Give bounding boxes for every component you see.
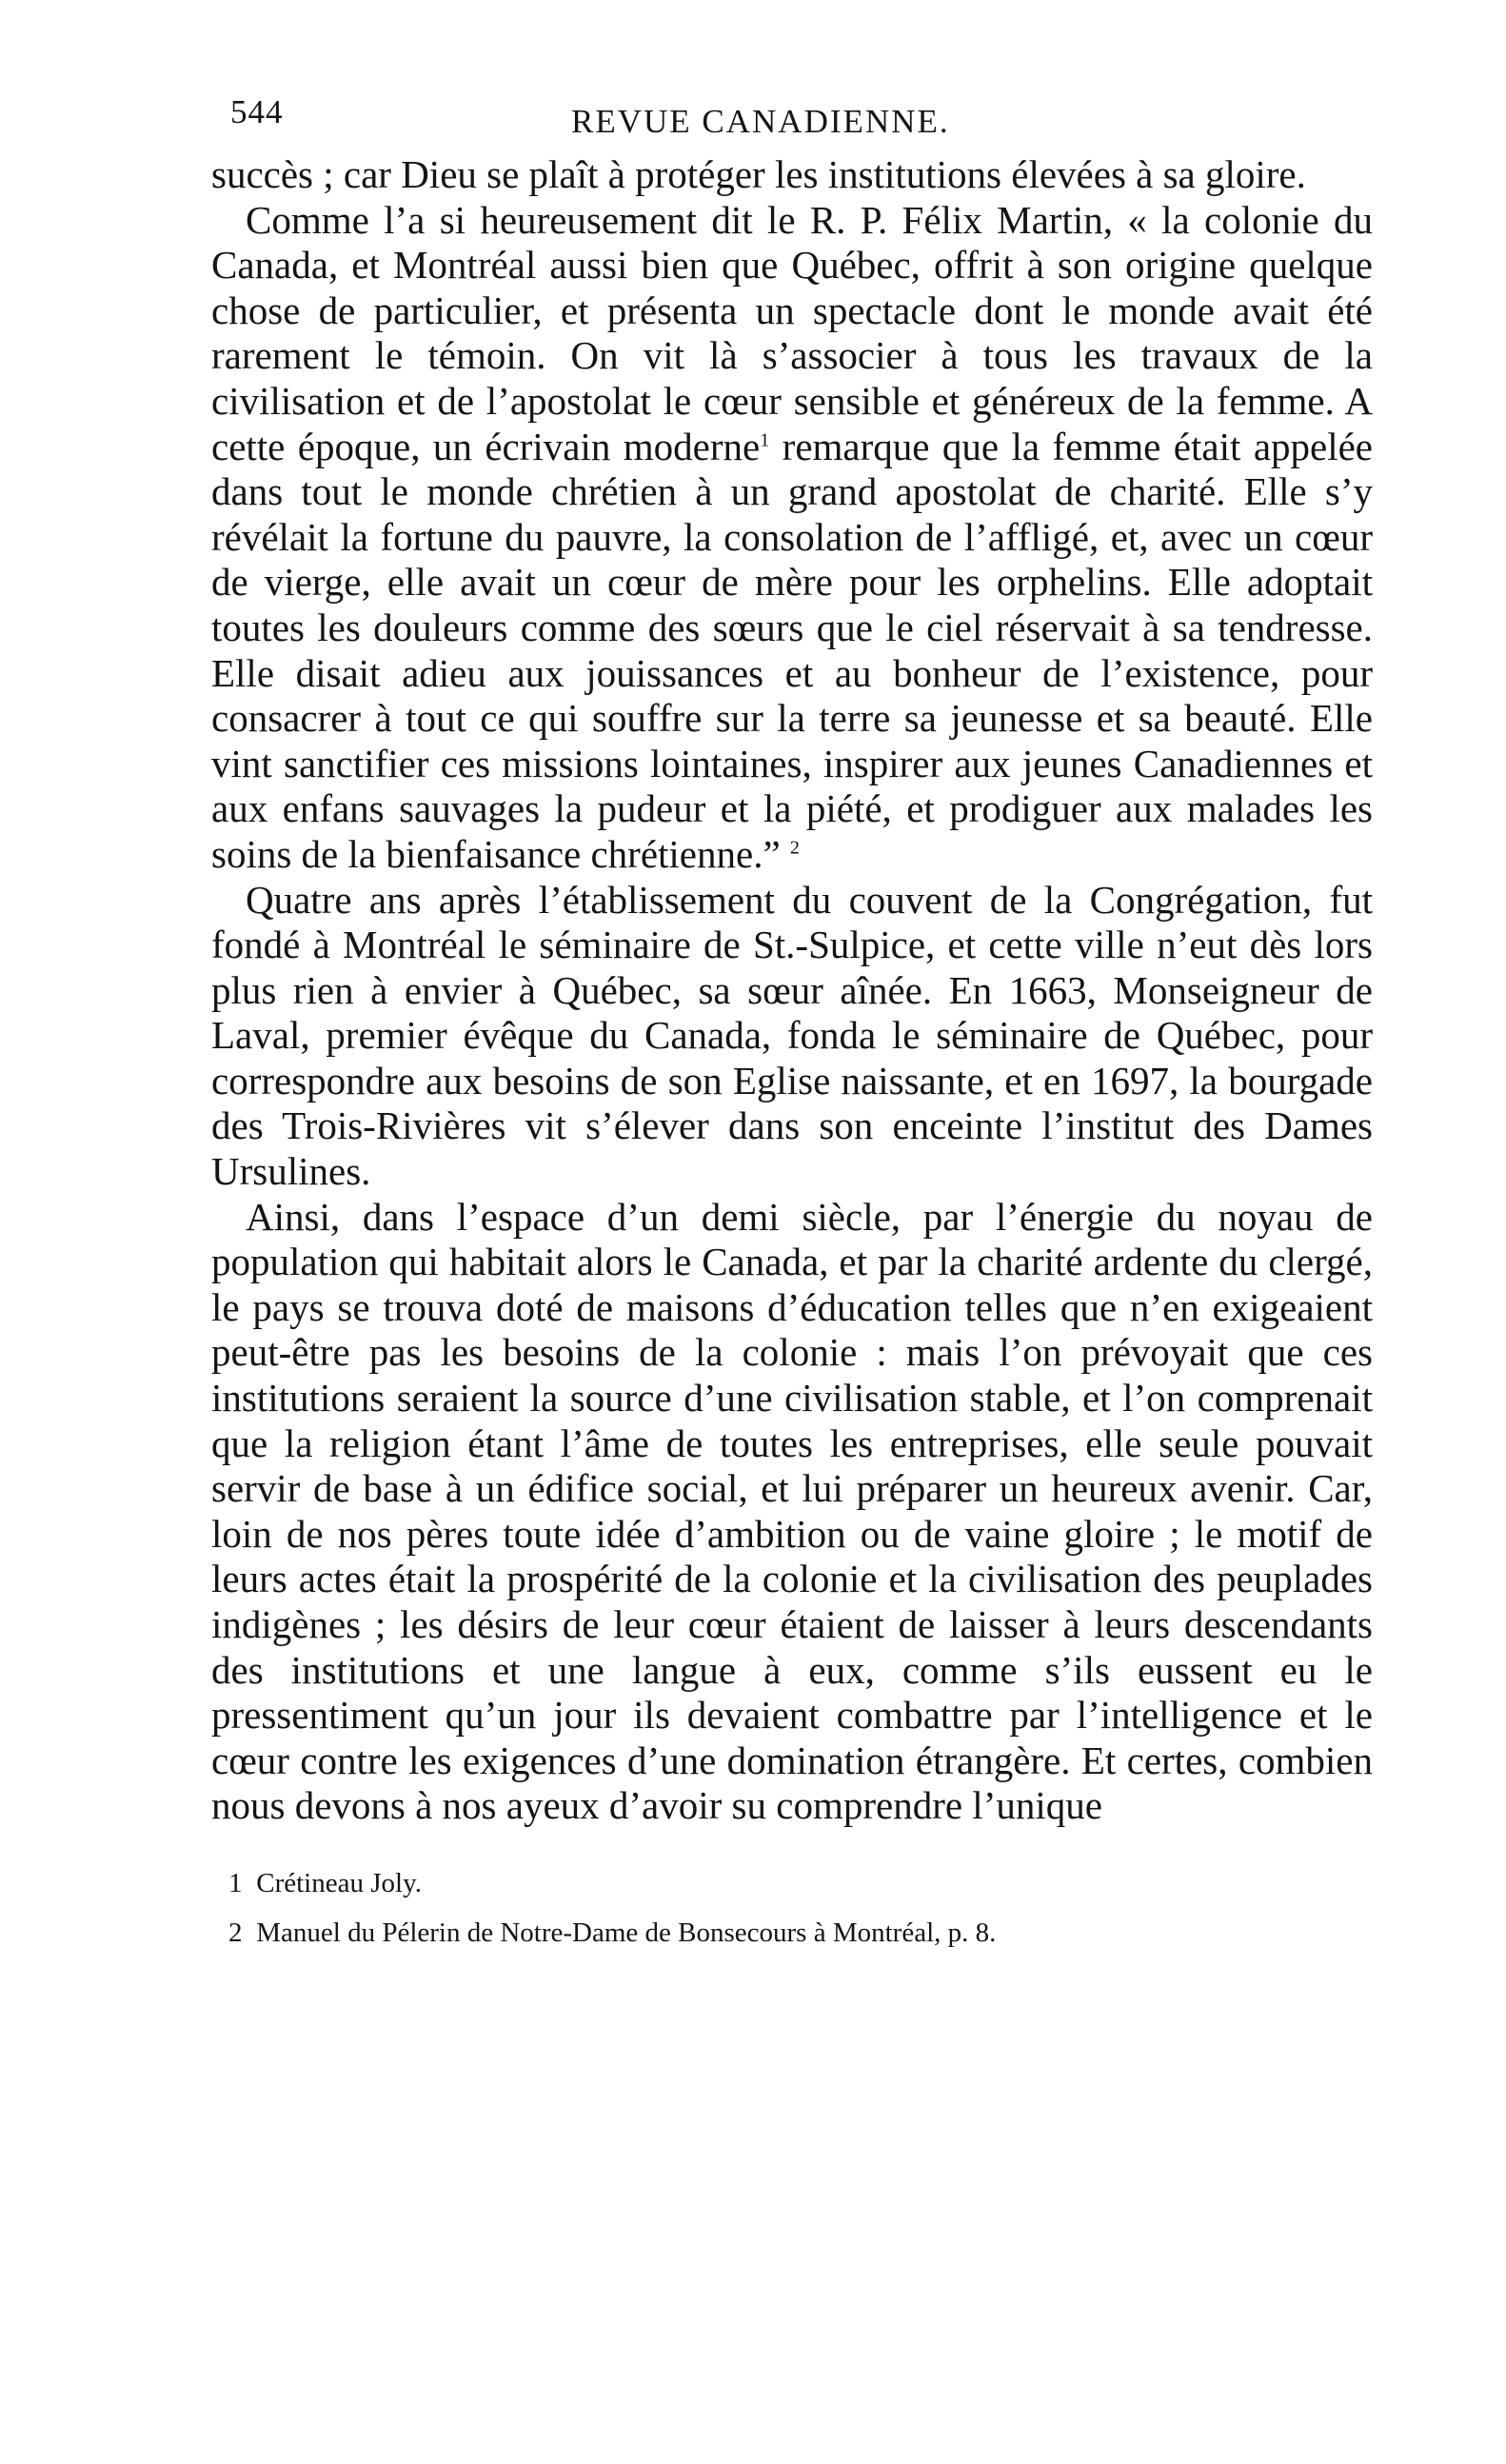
footnote-reference-1: 1 [760, 428, 770, 450]
paragraph-continuation: succès ; car Dieu se plaît à protéger les institutions élevées à sa gloire. [211, 152, 1306, 196]
book-page [211, 84, 1373, 1969]
running-header [211, 84, 1373, 152]
footnote-text: Manuel du Pélerin de Notre-Dame de Bonsecours à Montréal, p. 8. [256, 1918, 997, 1949]
footnote-number: 2 [228, 1918, 243, 1949]
paragraph-quotation [211, 198, 1373, 878]
paragraph-text: Comme l’a si heureusement dit le R. P. Félix Martin, « la colonie du Canada, et Montréal aussi bien que Québec, offrit à son origine quelque chose de particulier, et présenta un spectacle dont le monde avait été rarement le témoin. On vit là s’associer à tous les travaux de la civilisation et de l’apostolat le cœur sensible et généreux de la femme. A cette époque, un écrivain moderne [211, 197, 1373, 468]
running-title: REVUE CANADIENNE. [571, 103, 950, 140]
paragraph-education: Ainsi, dans l’espace d’un demi siècle, par l’énergie du noyau de population qui habitait alors le Canada, et par la charité ardente du clergé, le pays se trouva doté de maisons d’éducation telles que n’en exigeaient peut-être pas les besoins de la colonie : mais l’on prévoyait que ces institutions seraient la source d’une civilisation stable, et l’on comprenait que la religion étant l’âme de toutes les entreprises, elle seule pouvait servir de base à un édifice social, et lui préparer un heureux avenir. Car, loin de nos pères toute idée d’ambition ou de vaine gloire ; le motif de leurs actes était la prospérité de la colonie et la civilisation des peuplades indigènes ; les désirs de leur cœur étaient de laisser à leurs descendants des institutions et une langue à eux, comme s’ils eussent eu le pressentiment qu’un jour ils devaient combattre par l’intelligence et le cœur contre les exigences d’une domination étrangère. Et certes, combien nous devons à nos ayeux d’avoir su comprendre l’unique [211, 1194, 1373, 1828]
body-text [211, 152, 1373, 1829]
footnote-1 [228, 1869, 1373, 1898]
footnote-text: Crétineau Joly. [256, 1867, 422, 1898]
footnote-number: 1 [228, 1867, 243, 1898]
footnotes [211, 1869, 1373, 1948]
page-number: 544 [230, 93, 284, 130]
paragraph-text: remarque que la femme était appelée dans tout le monde chrétien à un grand apostolat de charité. Elle s’y révélait la fortune du pauvre, la consolation de l’affligé, et, avec un cœur de vierge, elle avait un cœur de mère pour les orphelins. Elle adoptait toutes les douleurs comme des sœurs que le ciel réservait à sa tendresse. Elle disait adieu aux jouissances et au bonheur de l’existence, pour consacrer à tout ce qui souffre sur la terre sa jeunesse et sa beauté. Elle vint sanctifier ces missions lointaines, inspirer aux jeunes Canadiennes et aux enfans sauvages la pudeur et la piété, et prodiguer aux malades les soins de la bienfaisance chrétienne.” [211, 424, 1373, 876]
footnote-reference-2: 2 [789, 837, 800, 859]
footnote-2 [228, 1918, 1373, 1947]
paragraph-foundations: Quatre ans après l’établissement du couvent de la Congrégation, fut fondé à Montréal le séminaire de St.-Sulpice, et cette ville n’eut dès lors plus rien à envier à Québec, sa sœur aînée. En 1663, Monseigneur de Laval, premier évêque du Canada, fonda le séminaire de Québec, pour correspondre aux besoins de son Eglise naissante, et en 1697, la bourgade des Trois-Rivières vit s’élever dans son enceinte l’institut des Dames Ursulines. [211, 877, 1373, 1194]
